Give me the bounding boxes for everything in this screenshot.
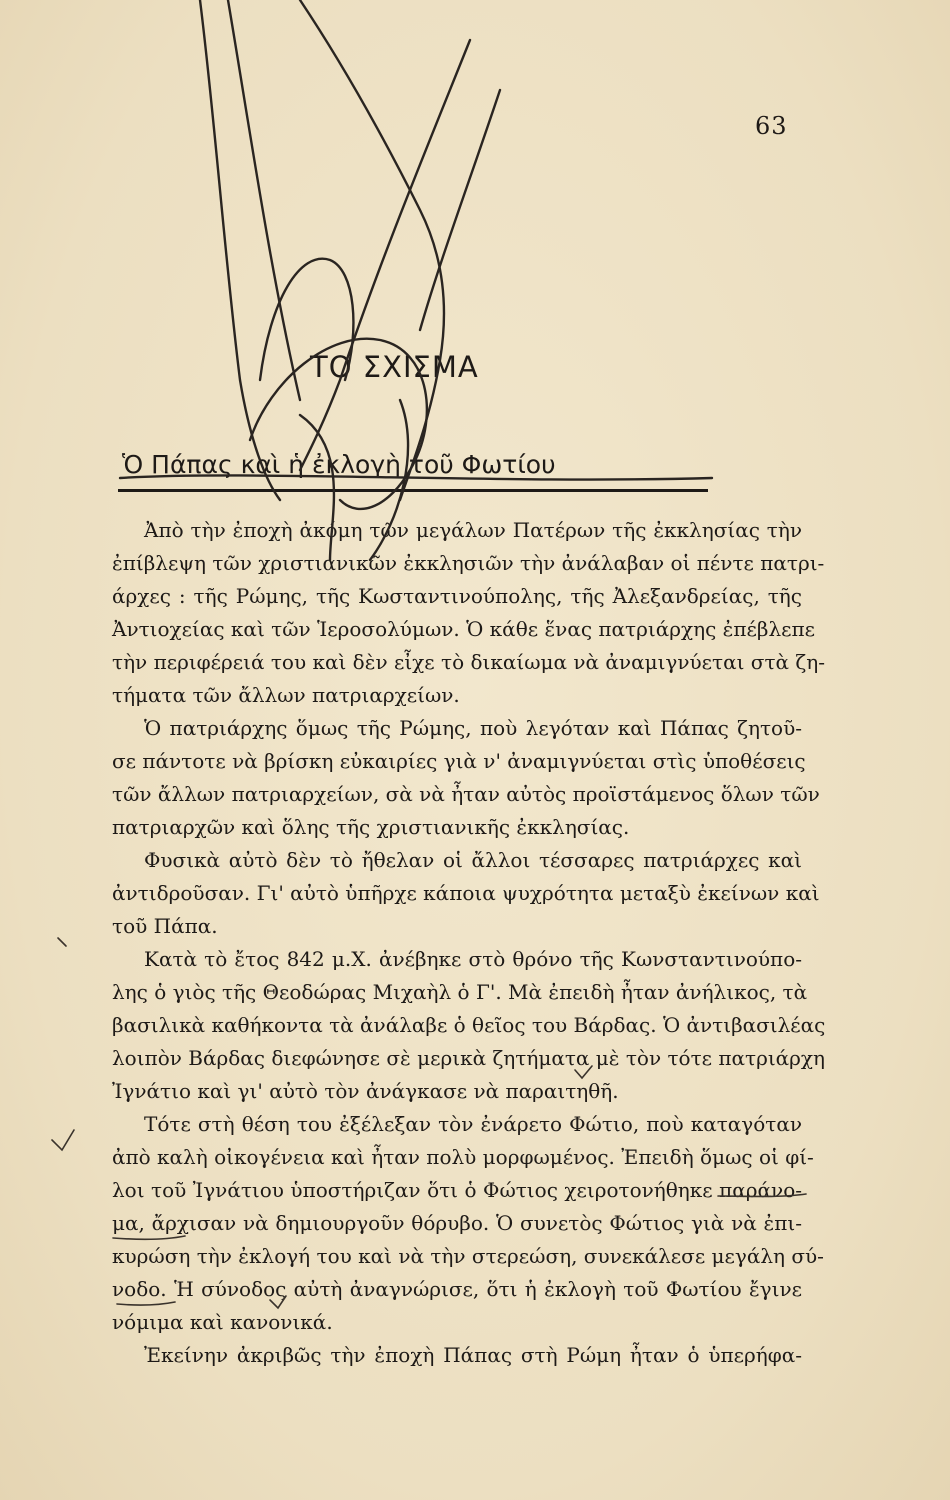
text-line: τήματα τῶν ἄλλων πατριαρχείων.: [112, 683, 460, 707]
text-line: Κατὰ τὸ ἔτος 842 μ.Χ. ἀνέβηκε στὸ θρόνο τῆς Κωνσταντινούπο-: [144, 947, 802, 971]
text-line: τὴν περιφέρειά του καὶ δὲν εἶχε τὸ δικαίωμα νὰ ἀναμιγνύεται στὰ ζη-: [112, 650, 825, 674]
text-line: Ἐκείνην ἀκριβῶς τὴν ἐποχὴ Πάπας στὴ Ρώμη ἦταν ὁ ὑπερήφα-: [144, 1343, 802, 1367]
text-line: Ἀπὸ τὴν ἐποχὴ ἀκόμη τῶν μεγάλων Πατέρων τῆς ἐκκλησίας τὴν: [144, 518, 802, 542]
text-line: Τότε στὴ θέση του ἐξέλεξαν τὸν ἐνάρετο Φώτιο, ποὺ καταγόταν: [144, 1112, 802, 1136]
text-line: πατριαρχῶν καὶ ὅλης τῆς χριστιανικῆς ἐκκλησίας.: [112, 815, 630, 839]
text-line: Ἰγνάτιο καὶ γι' αὐτὸ τὸν ἀνάγκασε νὰ παραιτηθῆ.: [112, 1079, 619, 1103]
section-title: Ὁ Πάπας καὶ ἡ ἐκλογὴ τοῦ Φωτίου: [122, 450, 556, 479]
text-line: νοδο. Ἡ σύνοδος αὐτὴ ἀναγνώρισε, ὅτι ἡ ἐκλογὴ τοῦ Φωτίου ἔγινε: [112, 1277, 802, 1301]
text-line: ἀπὸ καλὴ οἰκογένεια καὶ ἦταν πολὺ μορφωμένος. Ἐπειδὴ ὅμως οἱ φί-: [112, 1145, 814, 1169]
text-line: άρχες : τῆς Ρώμης, τῆς Κωσταντινούπολης, τῆς Ἀλεξανδρείας, τῆς: [112, 584, 802, 608]
page-number: 63: [755, 112, 788, 140]
text-line: ἐπίβλεψη τῶν χριστιανικῶν ἐκκλησιῶν τὴν ἀνάλαβαν οἱ πέντε πατρι-: [112, 551, 825, 575]
section-title-rule: [118, 489, 708, 492]
text-line: τοῦ Πάπα.: [112, 914, 218, 938]
text-line: νόμιμα καὶ κανονικά.: [112, 1310, 333, 1334]
text-line: βασιλικὰ καθήκοντα τὰ ἀνάλαβε ὁ θεῖος του Βάρδας. Ὁ ἀντιβασιλέας: [112, 1013, 826, 1037]
text-line: σε πάντοτε νὰ βρίσκη εὐκαιρίες γιὰ ν' ἀναμιγνύεται στὶς ὑποθέσεις: [112, 749, 806, 773]
text-line: λης ὁ γιὸς τῆς Θεοδώρας Μιχαὴλ ὁ Γ'. Μὰ ἐπειδὴ ἦταν ἀνήλικος, τὰ: [112, 980, 808, 1004]
text-line: Ἀντιοχείας καὶ τῶν Ἱεροσολύμων. Ὁ κάθε ἕνας πατριάρχης ἐπέβλεπε: [112, 617, 815, 641]
text-line: κυρώση τὴν ἐκλογή του καὶ νὰ τὴν στερεώση, συνεκάλεσε μεγάλη σύ-: [112, 1244, 824, 1268]
text-line: λοιπὸν Βάρδας διεφώνησε σὲ μερικὰ ζητήματα μὲ τὸν τότε πατριάρχη: [112, 1046, 826, 1070]
text-line: τῶν ἄλλων πατριαρχείων, σὰ νὰ ἦταν αὐτὸς προϊστάμενος ὅλων τῶν: [112, 782, 820, 806]
text-line: ἀντιδροῦσαν. Γι' αὐτὸ ὑπῆρχε κάποια ψυχρότητα μεταξὺ ἐκείνων καὶ: [112, 881, 820, 905]
text-line: λοι τοῦ Ἰγνάτιου ὑποστήριζαν ὅτι ὁ Φώτιος χειροτονήθηκε παράνο-: [112, 1178, 802, 1202]
chapter-title: ΤΟ ΣΧΙΣΜΑ: [310, 350, 479, 384]
text-line: Ὁ πατριάρχης ὅμως τῆς Ρώμης, ποὺ λεγόταν καὶ Πάπας ζητοῦ-: [144, 716, 802, 740]
text-line: Φυσικὰ αὐτὸ δὲν τὸ ἤθελαν οἱ ἄλλοι τέσσαρες πατριάρχες καὶ: [144, 848, 802, 872]
text-line: μα, ἄρχισαν νὰ δημιουργοῦν θόρυβο. Ὁ συνετὸς Φώτιος γιὰ νὰ ἐπι-: [112, 1211, 802, 1235]
